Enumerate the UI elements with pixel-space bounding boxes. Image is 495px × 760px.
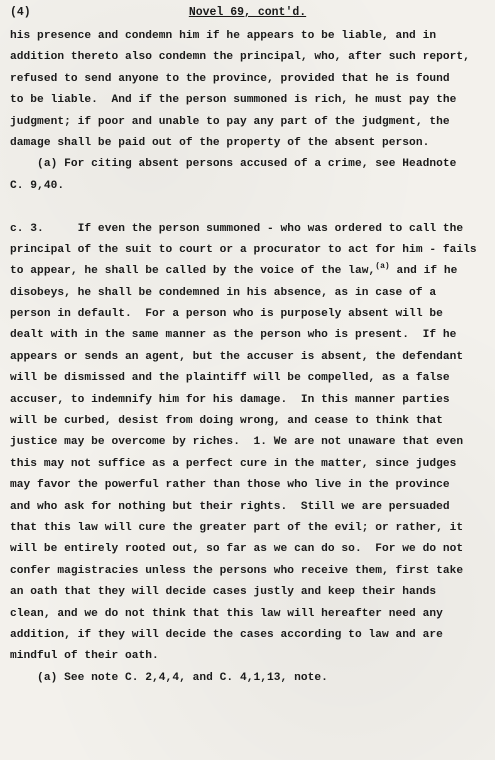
text-line: will be dismissed and the plaintiff will be compelled, as a false: [10, 372, 450, 385]
text-line: addition, if they will decide the cases according to law and are: [10, 628, 443, 641]
text-line-with-footnote-ref: [10, 261, 486, 282]
text-line: principal of the suit to court or a procurator to act for him - fails: [10, 243, 477, 256]
text-line: will be entirely rooted out, so far as we can do so. For we do not: [10, 543, 464, 556]
text-line: will be curbed, desist from doing wrong, and cease to think that: [10, 415, 443, 428]
page-number: (4): [10, 6, 31, 19]
text-line: an oath that they will decide cases justly and keep their hands: [10, 586, 437, 599]
text-line: disobeys, he shall be condemned in his absence, as in case of a: [10, 286, 437, 299]
text-line: and who ask for nothing but their rights. Still we are persuaded: [10, 500, 450, 513]
text-line: person in default. For a person who is purposely absent will be: [10, 308, 443, 321]
running-title: Novel 69, cont'd.: [188, 6, 307, 19]
text-line: justice may be overcome by riches. 1. We are not unaware that even: [10, 436, 464, 449]
footnote-line: (a) See note C. 2,4,4, and C. 4,1,13, note.: [10, 671, 328, 684]
text-line: mindful of their oath.: [10, 650, 159, 663]
text-line: that this law will cure the greater part of the evil; or rather, it: [10, 521, 464, 534]
body-text: [10, 26, 486, 689]
section-heading-line: c. 3. If even the person summoned - who was ordered to call the: [10, 222, 464, 235]
text-line: judgment; if poor and unable to pay any part of the judgment, the: [10, 115, 450, 128]
text-line: may favor the powerful rather than those who live in the province: [10, 479, 450, 492]
text-line: confer magistracies unless the persons who receive them, first take: [10, 564, 464, 577]
text-line: damage shall be paid out of the property of the absent person.: [10, 136, 430, 149]
text-line: this may not suffice as a perfect cure in the matter, since judges: [10, 457, 457, 470]
text-line: refused to send anyone to the province, provided that he is found: [10, 72, 450, 85]
text-line: dealt with in the same manner as the person who is present. If he: [10, 329, 457, 342]
page-header: [10, 6, 485, 26]
text-line: to be liable. And if the person summoned is rich, he must pay the: [10, 94, 457, 107]
text-line: his presence and condemn him if he appears to be liable, and in: [10, 30, 437, 42]
text-fragment: to appear, he shall be called by the voice of the law,: [10, 265, 376, 278]
paragraph-spacer: [10, 197, 486, 218]
footnote-line: C. 9,40.: [10, 179, 65, 192]
text-fragment: and if he: [389, 265, 458, 278]
footnote-marker: (a): [375, 262, 390, 272]
text-line: clean, and we do not think that this law will hereafter need any: [10, 607, 443, 620]
footnote-line: (a) For citing absent persons accused of a crime, see Headnote: [10, 158, 457, 171]
text-line: appears or sends an agent, but the accuser is absent, the defendant: [10, 350, 464, 363]
text-line: accuser, to indemnify him for his damage. In this manner parties: [10, 393, 450, 406]
text-line: addition thereto also condemn the principal, who, after such report,: [10, 51, 470, 64]
